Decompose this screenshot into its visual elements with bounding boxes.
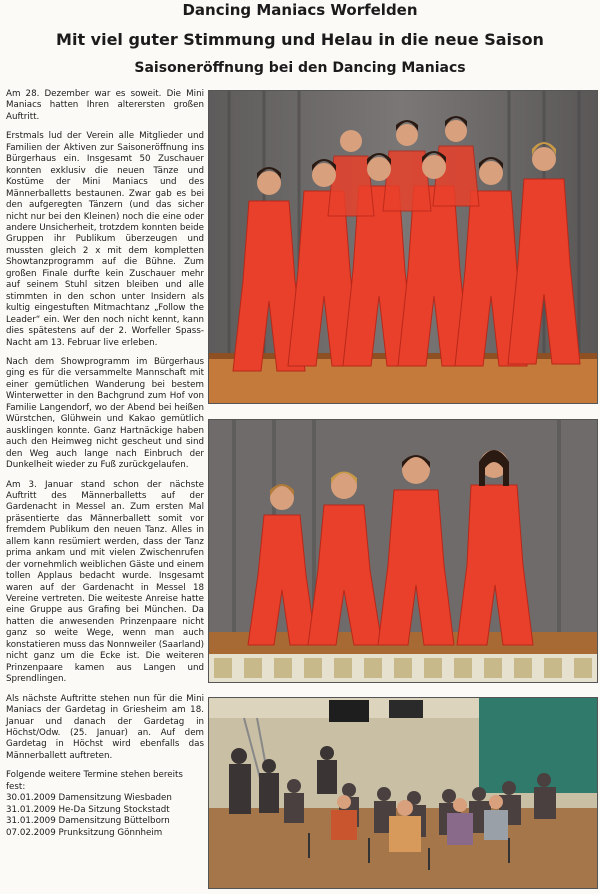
terms-heading: Folgende weitere Termine stehen bereits fest:	[6, 770, 183, 792]
paragraph-intro: Am 28. Dezember war es soweit. Die Mini Maniacs hatten Ihren alterersten großen Auftritt.	[6, 89, 204, 122]
paragraph-next-dates: Als nächste Auftritte stehen nun für die Mini Maniacs der Gardetag in Griesheim am 18. Januar und danach der Gardetag in Höchst/Odw. (25. Januar) an. Auf dem Gardetag in Höchst wird ebenfalls das Männerballett auftreten.	[6, 693, 204, 761]
term-item: 07.02.2009 Prunksitzung Gönnheim	[6, 827, 163, 838]
article-body	[6, 89, 204, 839]
term-item: 31.01.2009 Damensitzung Büttelborn	[6, 816, 170, 827]
term-item: 31.01.2009 He-Da Sitzung Stockstadt	[6, 804, 170, 815]
paragraph-gardenacht: Am 3. Januar stand schon der nächste Auftritt des Männerballetts auf der Gardenacht in Messel an. Zum ersten Mal präsentierte das Männerballett somit vor fremdem Publikum den neuen Tanz. Alles in allem kann resümiert werden, dass der Tanz prima ankam und mit vielen Zwischenrufen der vornehmlich weiblichen Gäste und einem tollen Applaus bedacht wurde. Insgesamt waren auf der Gardenacht in Messel 18 Vereine vertreten. Die weiteste Anreise hatte eine Gruppe aus Grafing bei München. Da hatten die anwesenden Prinzenpaare nicht ganz so weite Wege, wenn man auch konstatieren muss das Nonnweiler (Saarland) nicht ganz um die Ecke ist. Die weiteren Prinzenpaare kamen aus Langen und Sprendlingen.	[6, 479, 204, 685]
photo-audience-hall	[208, 697, 598, 889]
photo-mini-maniacs-illustration	[209, 91, 597, 403]
headline: Dancing Maniacs Worfelden	[182, 1, 418, 19]
photo-four-dancers-illustration	[209, 420, 597, 682]
article-title: Mit viel guter Stimmung und Helau in die neue Saison	[56, 30, 544, 49]
photo-mini-maniacs-group	[208, 90, 598, 404]
paragraph-season-opening: Erstmals lud der Verein alle Mitglieder und Familien der Aktiven zur Saisoneröffnung ins Bürgerhaus ein. Insgesamt 50 Zuschauer konnten exklusiv die neuen Tänze und Kostüme der Mini Maniacs und des Männerballetts bestaunen. Zwar gab es bei den aufgeregten Tänzern (und das sicher nicht nur bei den Kleinen) noch die eine oder andere Unsicherheit, trotzdem konnten beide Gruppen ihr Publikum überzeugen und mussten gleich 2 x mit dem kompletten Showtanzprogramm auf die Bühne. Zum großen Finale durfte kein Zuschauer mehr auf seinem Stuhl sitzen bleiben und alle stimmten in den schon unter Insidern als kultig eingestuften Mitmachtanz „Follow the Leader“ ein. Wer den noch nicht kennt, kann dies spätestens auf der 2. Worfeller Spass-Nacht am 13. Februar live erleben.	[6, 131, 204, 348]
term-item: 30.01.2009 Damensitzung Wiesbaden	[6, 793, 172, 804]
terms-list	[6, 793, 204, 839]
photo-audience-illustration	[209, 698, 597, 888]
article-subtitle: Saisoneröffnung bei den Dancing Maniacs	[134, 60, 466, 76]
photo-four-dancers	[208, 419, 598, 683]
paragraph-hike: Nach dem Showprogramm im Bürgerhaus ging es für die versammelte Mannschaft mit einer gemütlichen Wanderung bei bestem Winterwetter in den Bachgrund zum Hof von Familie Langendorf, wo der Abend bei heißen Würstchen, Glühwein und Kakao gemütlich ausklingen konnte. Ganz Hartnäckige haben auch den Heimweg nicht gescheut und sind den Weg auch lange nach Einbruch der Dunkelheit wieder zu Fuß zurückgelaufen.	[6, 356, 204, 471]
